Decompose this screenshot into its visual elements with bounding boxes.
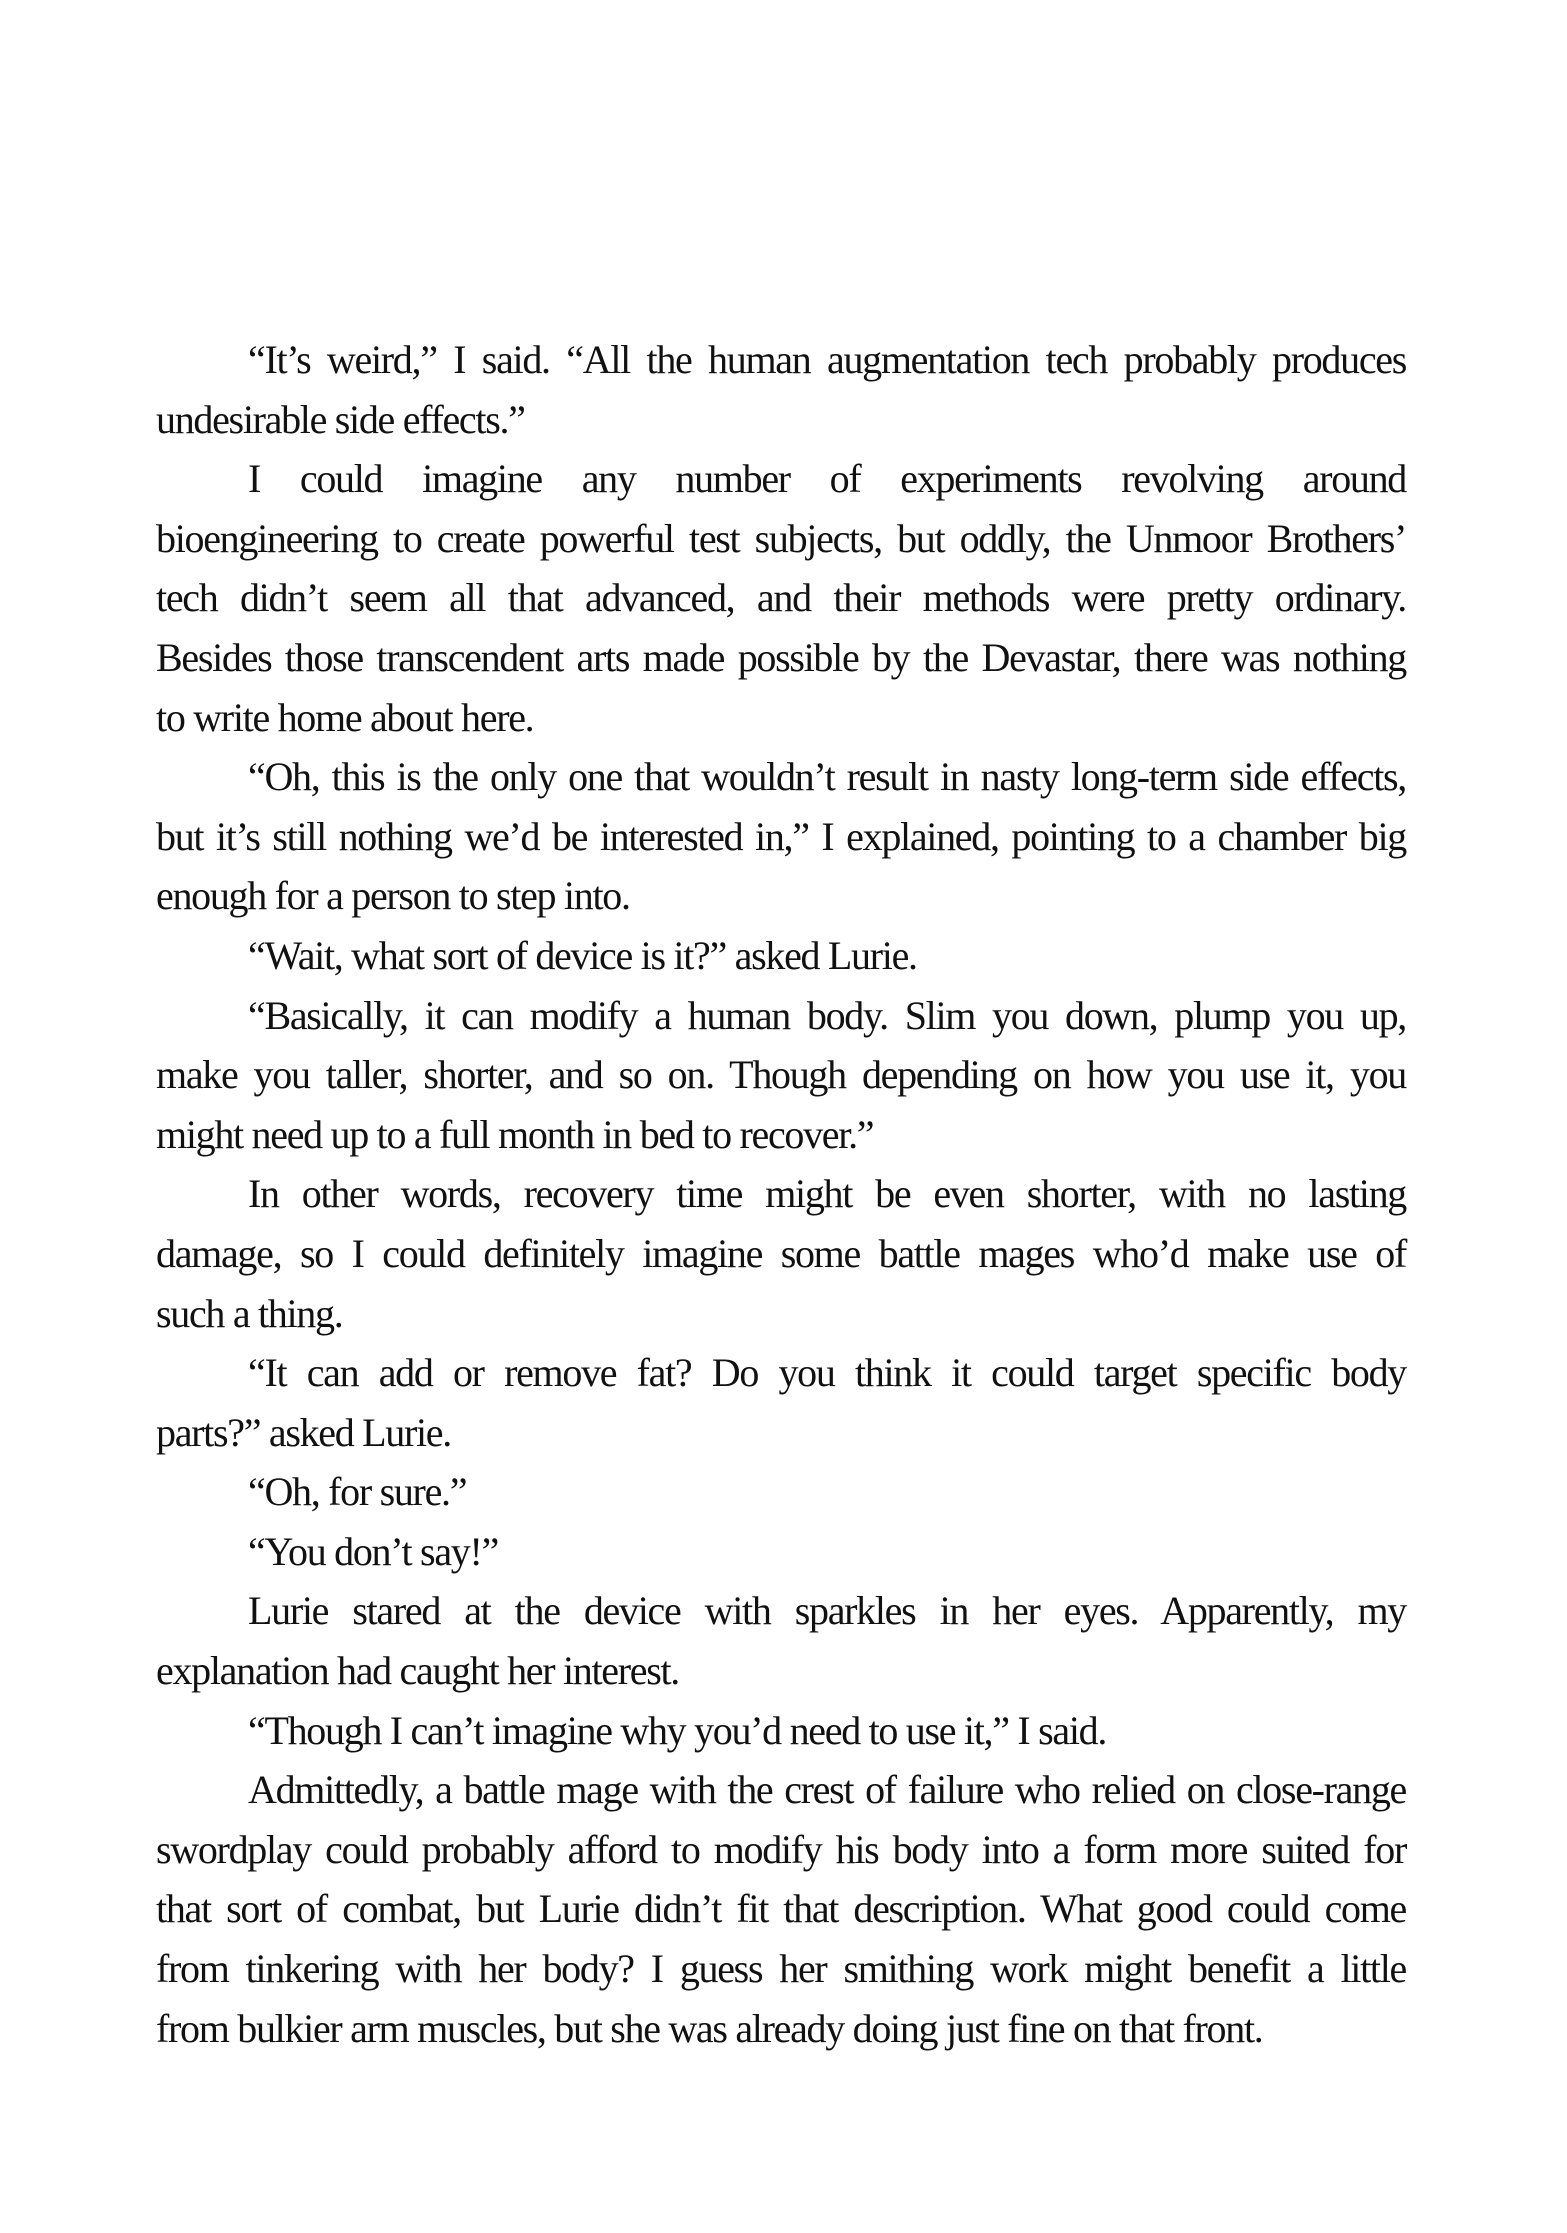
text-line: make you taller, shorter, and so on. Though depending on how you use it, you — [156, 1052, 1406, 1098]
text-line: from bulkier arm muscles, but she was already doing just fine on that front. — [156, 2005, 1263, 2051]
text-line: I could imagine any number of experiments revolving around — [248, 456, 1406, 502]
paragraph — [156, 1462, 1406, 1522]
text-line: “It’s weird,” I said. “All the human augmentation tech probably produces — [248, 337, 1406, 382]
text-line: Lurie stared at the device with sparkles in her eyes. Apparently, my — [248, 1588, 1406, 1634]
paragraph — [156, 1343, 1406, 1462]
text-line: from tinkering with her body? I guess her smithing work might benefit a little — [156, 1946, 1406, 1992]
text-line: parts?” asked Lurie. — [156, 1409, 451, 1455]
text-line: In other words, recovery time might be even shorter, with no lasting — [248, 1171, 1406, 1217]
paragraph — [156, 1522, 1406, 1582]
text-line: might need up to a full month in bed to recover.” — [156, 1111, 874, 1157]
paragraph — [156, 1701, 1406, 1761]
text-line: explanation had caught her interest. — [156, 1648, 679, 1694]
text-line: such a thing. — [156, 1290, 343, 1336]
text-line: Besides those transcendent arts made possible by the Devastar, there was nothing — [156, 634, 1406, 680]
text-line: but it’s still nothing we’d be interested in,” I explained, pointing to a chamber big — [156, 813, 1406, 859]
paragraph — [156, 449, 1406, 747]
text-line: “Oh, for sure.” — [248, 1469, 467, 1515]
paragraph — [156, 926, 1406, 986]
text-line: tech didn’t seem all that advanced, and their methods were pretty ordinary. — [156, 575, 1406, 621]
paragraph — [156, 1164, 1406, 1343]
text-line: undesirable side effects.” — [156, 396, 525, 442]
paragraph — [156, 986, 1406, 1165]
text-line: “Oh, this is the only one that wouldn’t result in nasty long-term side effects, — [248, 754, 1406, 800]
text-line: that sort of combat, but Lurie didn’t fit that description. What good could come — [156, 1886, 1406, 1932]
text-line: “Basically, it can modify a human body. Slim you down, plump you up, — [248, 992, 1406, 1038]
text-line: “It can add or remove fat? Do you think it could target specific body — [248, 1350, 1406, 1396]
paragraph — [156, 747, 1406, 926]
text-line: enough for a person to step into. — [156, 873, 630, 919]
text-line: Admittedly, a battle mage with the crest of failure who relied on close-range — [248, 1767, 1406, 1813]
book-page-body — [156, 330, 1406, 2058]
paragraph — [156, 1760, 1406, 2058]
text-line: “Wait, what sort of device is it?” asked Lurie. — [248, 932, 917, 978]
paragraph — [156, 1581, 1406, 1700]
text-line: swordplay could probably afford to modify his body into a form more suited for — [156, 1826, 1406, 1872]
text-line: “You don’t say!” — [248, 1528, 498, 1574]
text-line: bioengineering to create powerful test subjects, but oddly, the Unmoor Brothers’ — [156, 515, 1406, 561]
text-line: “Though I can’t imagine why you’d need to use it,” I said. — [248, 1707, 1107, 1753]
text-line: damage, so I could definitely imagine some battle mages who’d make use of — [156, 1230, 1406, 1276]
text-line: to write home about here. — [156, 694, 534, 740]
paragraph — [156, 330, 1406, 449]
